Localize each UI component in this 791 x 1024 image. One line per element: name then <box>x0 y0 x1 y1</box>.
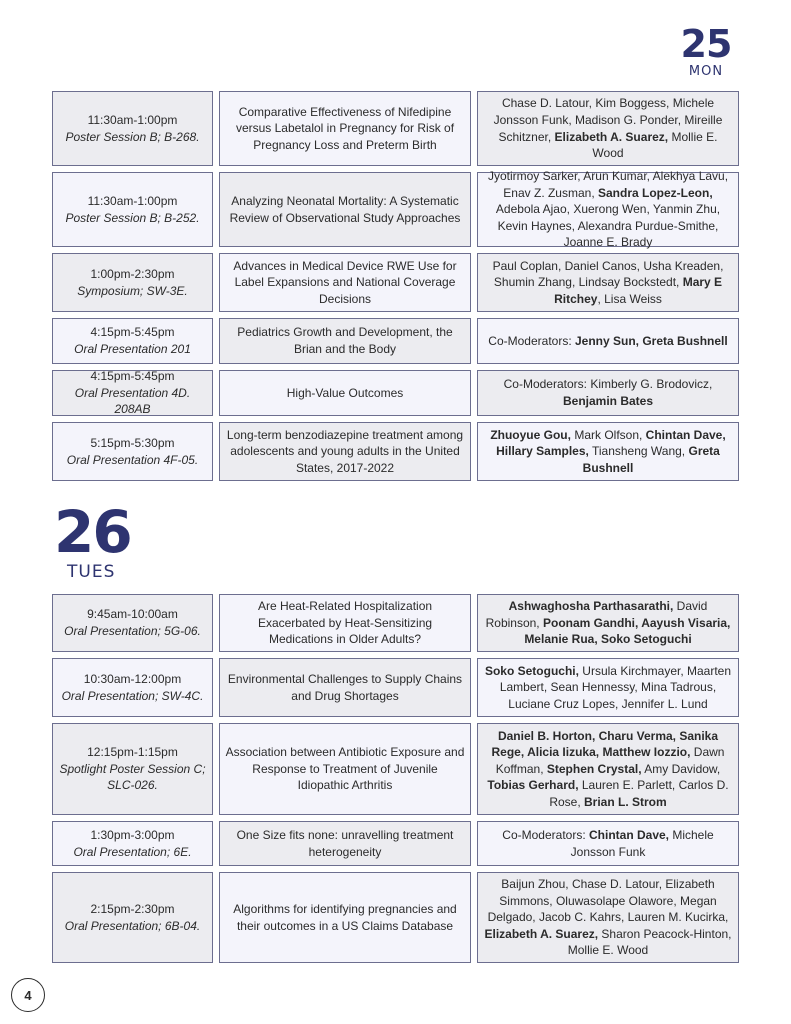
time-cell: 5:15pm-5:30pm Oral Presentation 4F-05. <box>52 422 213 481</box>
highlighted-author: Elizabeth A. Suarez, <box>484 926 599 941</box>
day-number: 25 <box>680 22 732 66</box>
highlighted-author: Chintan Dave, Hillary Samples, <box>496 427 726 459</box>
authors-text <box>483 598 733 648</box>
highlighted-author: Ashwaghosha Parthasarathi, <box>508 599 674 614</box>
day-number: 26 <box>54 498 131 566</box>
table-row <box>52 318 739 364</box>
author-text: Adebola Ajao, Xuerong Wen, Yanmin Zhu, Kevin Haynes, Alexandra Purdue-Smithe, Joanne E. Brady <box>495 202 721 250</box>
time-cell: 1:00pm-2:30pm Symposium; SW-3E. <box>52 253 213 312</box>
authors-text <box>483 95 733 161</box>
author-text: Tiansheng Wang, <box>588 444 689 459</box>
author-text: Lauren E. Parlett, Carlos D. Rose, <box>549 778 729 809</box>
highlighted-author: Elizabeth A. Suarez, <box>554 129 669 144</box>
time-cell: 10:30am-12:00pm Oral Presentation; SW-4C. <box>52 658 213 717</box>
title-cell: Analyzing Neonatal Mortality: A Systematic Review of Observational Study Approaches <box>219 172 471 247</box>
authors-cell <box>477 872 739 963</box>
table-row <box>52 422 739 481</box>
highlighted-author: Greta Bushnell <box>582 444 720 475</box>
highlighted-author: Stephen Crystal, <box>546 761 642 776</box>
time-cell: 4:15pm-5:45pm Oral Presentation 201 <box>52 318 213 364</box>
highlighted-author: Jenny Sun, Greta Bushnell <box>575 333 728 348</box>
author-text: Paul Coplan, Daniel Canos, Usha Kreaden, Shumin Zhang, Lindsay Bockstedt, <box>492 258 724 290</box>
title-cell: Comparative Effectiveness of Nifedipine versus Labetalol in Pregnancy for Risk of Pregnancy Loss and Preterm Birth <box>219 91 471 166</box>
highlighted-author: Daniel B. Horton, Charu Verma, Sanika Rege, Alicia Iizuka, Matthew Iozzio, <box>491 728 719 760</box>
table-row <box>52 91 739 166</box>
title-cell: Algorithms for identifying pregnancies and their outcomes in a US Claims Database <box>219 872 471 963</box>
authors-text <box>483 876 733 959</box>
author-text: Co-Moderators: <box>502 827 589 842</box>
table-row <box>52 723 739 815</box>
author-text: Dawn Koffman, <box>495 745 725 776</box>
day-weekday: MON <box>688 64 724 79</box>
time-cell: 1:30pm-3:00pm Oral Presentation; 6E. <box>52 821 213 866</box>
title-cell: One Size fits none: unravelling treatment heterogeneity <box>219 821 471 866</box>
author-text: David Robinson, <box>485 599 708 630</box>
time-cell: 11:30am-1:00pm Poster Session B; B-252. <box>52 172 213 247</box>
highlighted-author: Soko Setoguchi, <box>484 663 579 678</box>
highlighted-author: Chintan Dave, <box>589 827 670 842</box>
author-text: Co-Moderators: <box>488 333 575 348</box>
authors-text <box>483 376 733 409</box>
authors-cell <box>477 594 739 652</box>
author-text: Mollie E. Wood <box>592 129 718 161</box>
author-text: Amy Davidow, <box>641 761 721 776</box>
authors-text <box>488 333 727 350</box>
highlighted-author: Poonam Gandhi, Aayush Visaria, Melanie Rua, Soko Setoguchi <box>524 615 731 647</box>
schedule-table-day-25 <box>52 91 739 487</box>
authors-cell <box>477 370 739 416</box>
time-cell: 12:15pm-1:15pm Spotlight Poster Session C; SLC-026. <box>52 723 213 815</box>
authors-cell <box>477 91 739 166</box>
day-heading-26 <box>54 498 131 582</box>
table-row <box>52 658 739 717</box>
authors-text <box>483 168 733 251</box>
table-row <box>52 253 739 312</box>
time-cell: 11:30am-1:00pm Poster Session B; B-268. <box>52 91 213 166</box>
title-cell: Environmental Challenges to Supply Chains and Drug Shortages <box>219 658 471 717</box>
highlighted-author: Brian L. Strom <box>584 794 667 809</box>
author-text: Chase D. Latour, Kim Boggess, Michele Jonsson Funk, Madison G. Ponder, Mireille Schitzner, <box>493 96 723 144</box>
title-cell: Long-term benzodiazepine treatment among adolescents and young adults in the United States, 2017-2022 <box>219 422 471 481</box>
authors-cell <box>477 723 739 815</box>
table-row <box>52 370 739 416</box>
author-text: Michele Jonsson Funk <box>570 827 714 859</box>
author-text: Ursula Kirchmayer, Maarten Lambert, Sean Hennessy, Mina Tadrous, Luciane Cruz Lopes, Jennifer L. Lund <box>499 663 732 711</box>
authors-text <box>483 258 733 308</box>
highlighted-author: Benjamin Bates <box>562 394 654 408</box>
authors-cell <box>477 169 739 250</box>
table-row <box>52 594 739 652</box>
time-cell: 9:45am-10:00am Oral Presentation; 5G-06. <box>52 594 213 652</box>
schedule-table-day-26 <box>52 594 739 969</box>
table-row <box>52 872 739 963</box>
page-number: 4 <box>11 978 45 1012</box>
authors-cell <box>477 253 739 312</box>
highlighted-author: Mary E Ritchey <box>554 275 723 306</box>
day-heading-25 <box>676 24 736 79</box>
title-cell: Are Heat-Related Hospitalization Exacerbated by Heat-Sensitizing Medications in Older Adults? <box>219 594 471 652</box>
table-row <box>52 821 739 866</box>
table-row <box>52 169 739 250</box>
day-weekday: TUES <box>67 562 116 582</box>
highlighted-author: Sandra Lopez-Leon, <box>598 185 713 200</box>
time-cell: 4:15pm-5:45pm Oral Presentation 4D. 208AB <box>52 370 213 416</box>
time-cell: 2:15pm-2:30pm Oral Presentation; 6B-04. <box>52 872 213 963</box>
title-cell: Advances in Medical Device RWE Use for Label Expansions and National Coverage Decisions <box>219 253 471 312</box>
author-text: Jyotirmoy Sarker, Arun Kumar, Alekhya Lavu, Enav Z. Zusman, <box>487 169 729 200</box>
authors-text <box>483 427 733 477</box>
authors-text <box>483 663 733 713</box>
title-cell: High-Value Outcomes <box>219 370 471 416</box>
author-text: Mark Olfson, <box>570 427 646 442</box>
author-text: , Lisa Weiss <box>597 291 662 306</box>
title-cell: Association between Antibiotic Exposure and Response to Treatment of Juvenile Idiopathic Arthritis <box>219 723 471 815</box>
author-text: Sharon Peacock-Hinton, Mollie E. Wood <box>567 926 732 958</box>
authors-cell <box>477 658 739 717</box>
authors-text <box>483 827 733 860</box>
authors-cell <box>477 318 739 364</box>
highlighted-author: Zhuoyue Gou, <box>490 427 571 442</box>
authors-text <box>483 728 733 811</box>
title-cell: Pediatrics Growth and Development, the Brian and the Body <box>219 318 471 364</box>
author-text: Baijun Zhou, Chase D. Latour, Elizabeth Simmons, Oluwasolape Olawore, Megan Delgado, Jacob C. Kahrs, Lauren M. Kucirka, <box>487 877 729 925</box>
author-text: Co-Moderators: Kimberly G. Brodovicz, <box>503 377 713 392</box>
authors-cell <box>477 422 739 481</box>
highlighted-author: Tobias Gerhard, <box>487 778 579 793</box>
authors-cell <box>477 821 739 866</box>
